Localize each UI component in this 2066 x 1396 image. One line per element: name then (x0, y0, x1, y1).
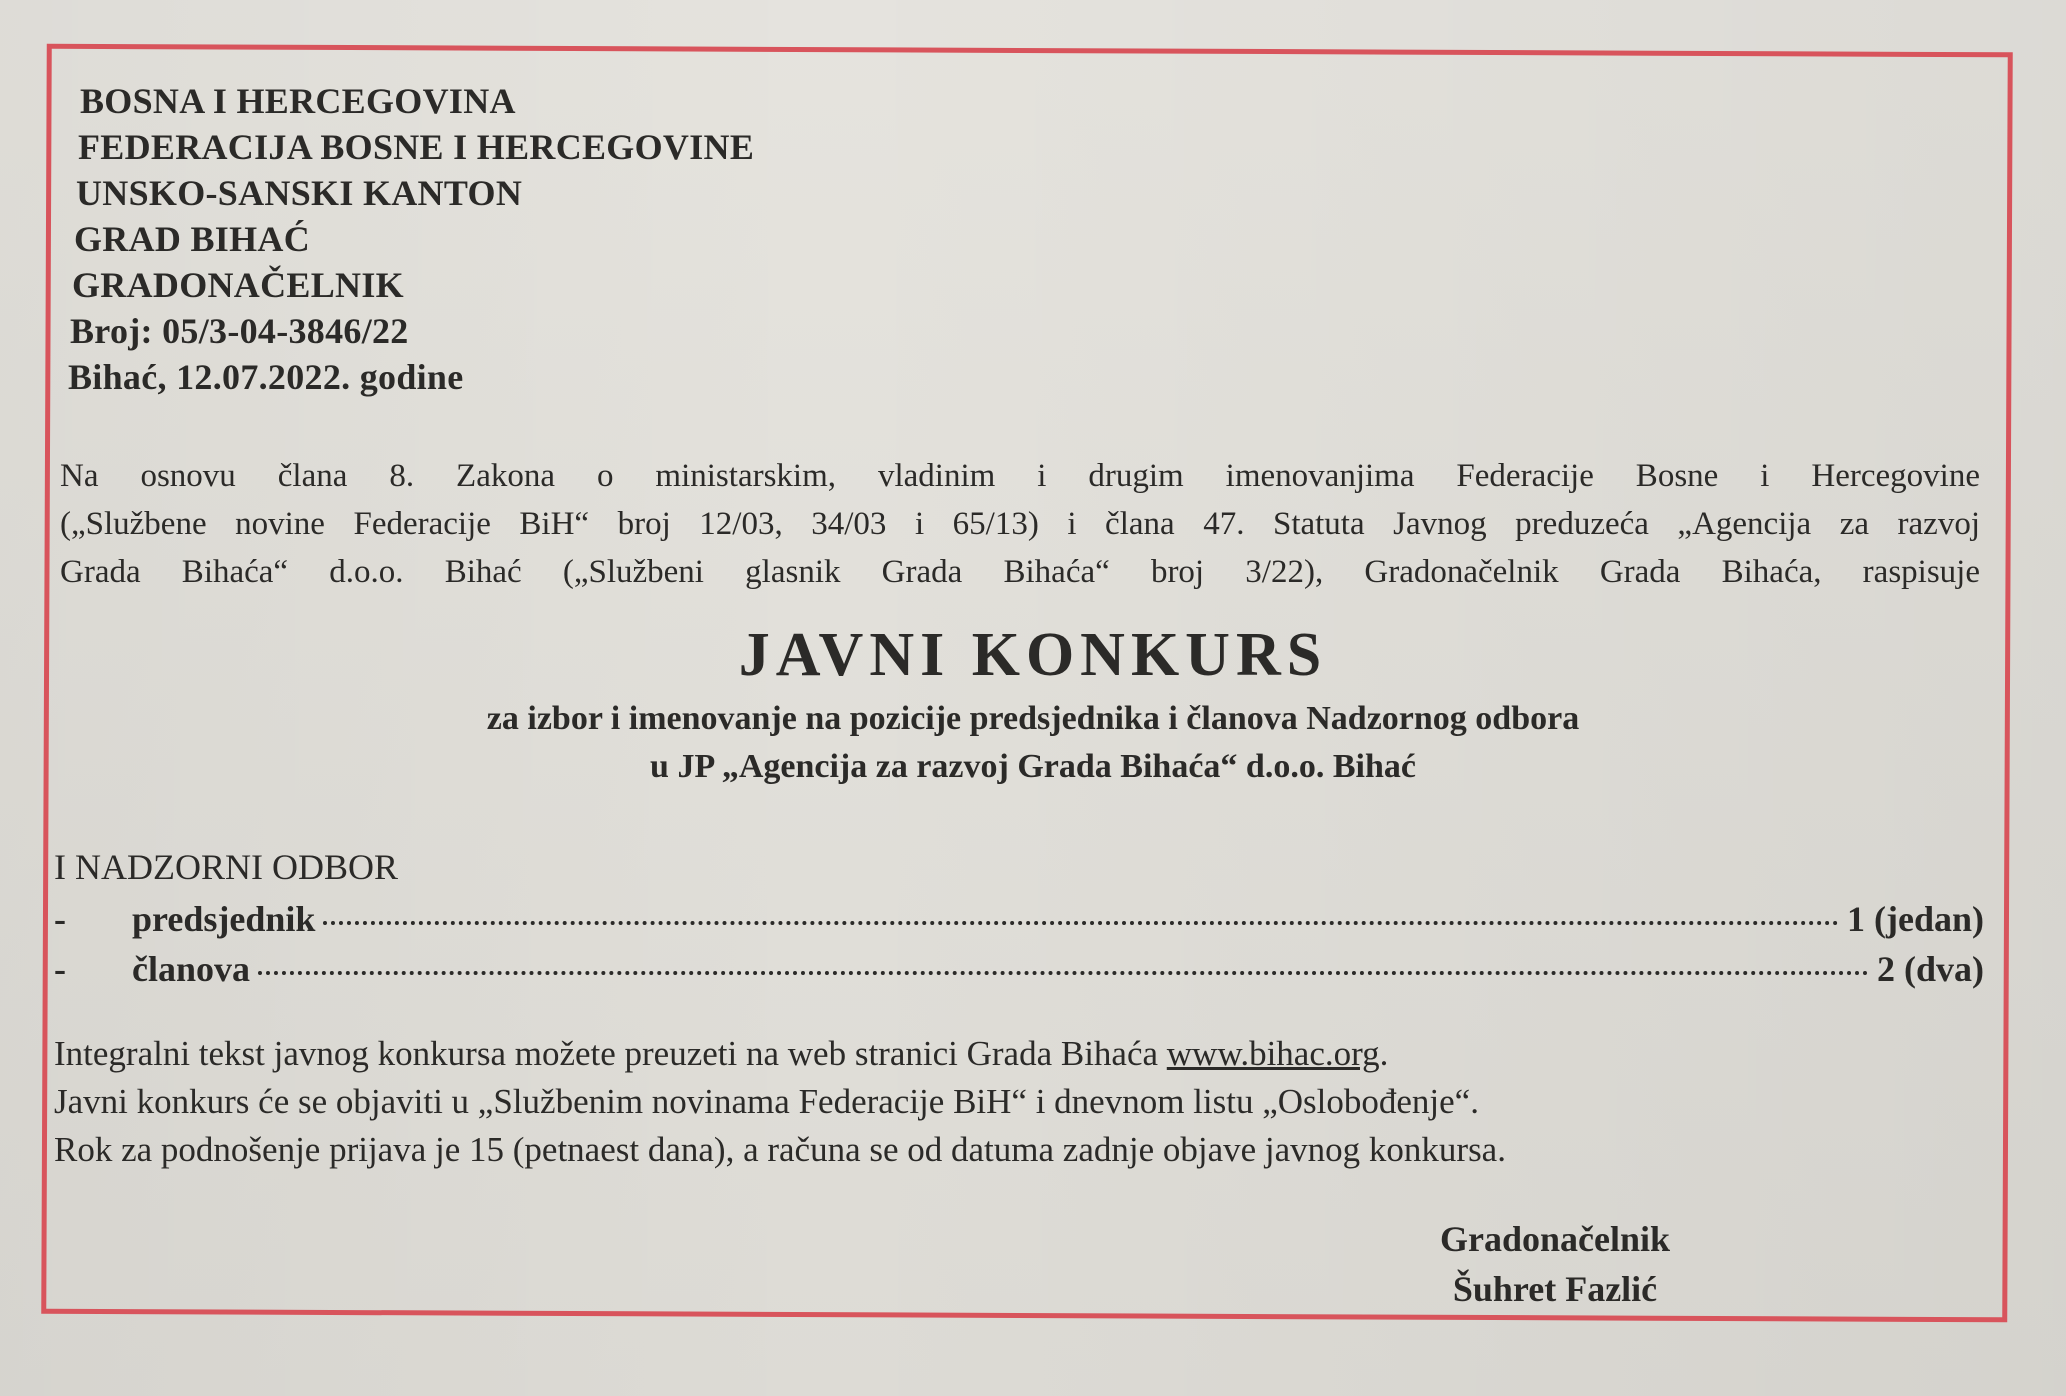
list-item-label: članova (132, 949, 251, 989)
list-dash: - (54, 949, 66, 989)
signature-title: Gradonačelnik (1439, 1219, 1671, 1259)
footer-line-1 (54, 1034, 1388, 1074)
footer-line-1-end: . (1379, 1034, 1389, 1073)
list-item-president (54, 898, 1984, 948)
header-country: BOSNA I HERCEGOVINA (80, 81, 516, 121)
header-federation: FEDERACIJA BOSNE I HERCEGOVINE (78, 127, 755, 167)
intro-line-1: Na osnovu člana 8. Zakona o ministarskim, vladinim i drugim imenovanjima Federacije Bosne i Hercegovine (60, 458, 1980, 494)
footer-line-1-text: Integralni tekst javnog konkursa možete preuzeti na web stranici Grada Bihaća (54, 1034, 1167, 1073)
notice-subtitle-line-1: za izbor i imenovanje na pozicije predsjednika i članova Nadzornog odbora (486, 700, 1580, 737)
list-dash: - (54, 899, 66, 939)
list-item-members (54, 948, 1984, 998)
website-link[interactable]: www.bihac.org (1166, 1034, 1380, 1073)
list-item-value: 1 (jedan) (1847, 899, 1984, 939)
header-reference-number: Broj: 05/3-04-3846/22 (70, 311, 409, 351)
header-mayor-office: GRADONAČELNIK (72, 265, 404, 305)
header-canton: UNSKO-SANSKI KANTON (76, 173, 523, 213)
intro-line-2: („Službene novine Federacije BiH“ broj 12/03, 34/03 i 65/13) i člana 47. Statuta Javnog preduzeća „Agencija za razvoj (60, 506, 1980, 542)
footer-line-3: Rok za podnošenje prijava je 15 (petnaest dana), a računa se od datuma zadnje objave javnog konkursa. (54, 1130, 1506, 1169)
section-heading: I NADZORNI ODBOR (54, 847, 398, 887)
dotted-leader (323, 921, 1839, 925)
header-city: GRAD BIHAĆ (74, 219, 311, 259)
intro-line-3: Grada Bihaća“ d.o.o. Bihać („Službeni glasnik Grada Bihaća“ broj 3/22), Gradonačelnik Grada Bihaća, raspisuje (60, 554, 1980, 590)
notice-subtitle-line-2: u JP „Agencija za razvoj Grada Bihaća“ d.o.o. Bihać (650, 748, 1416, 785)
signature-name: Šuhret Fazlić (1452, 1269, 1658, 1309)
list-item-value: 2 (dva) (1877, 949, 1984, 989)
intro-paragraph (60, 452, 1980, 596)
footer-line-2: Javni konkurs će se objaviti u „Službenim novinama Federacije BiH“ i dnevnom listu „Oslobođenje“. (54, 1082, 1479, 1121)
dotted-leader (258, 971, 1869, 975)
header-date: Bihać, 12.07.2022. godine (68, 357, 464, 397)
notice-title: JAVNI KONKURS (738, 621, 1328, 689)
list-item-label: predsjednik (132, 899, 316, 939)
